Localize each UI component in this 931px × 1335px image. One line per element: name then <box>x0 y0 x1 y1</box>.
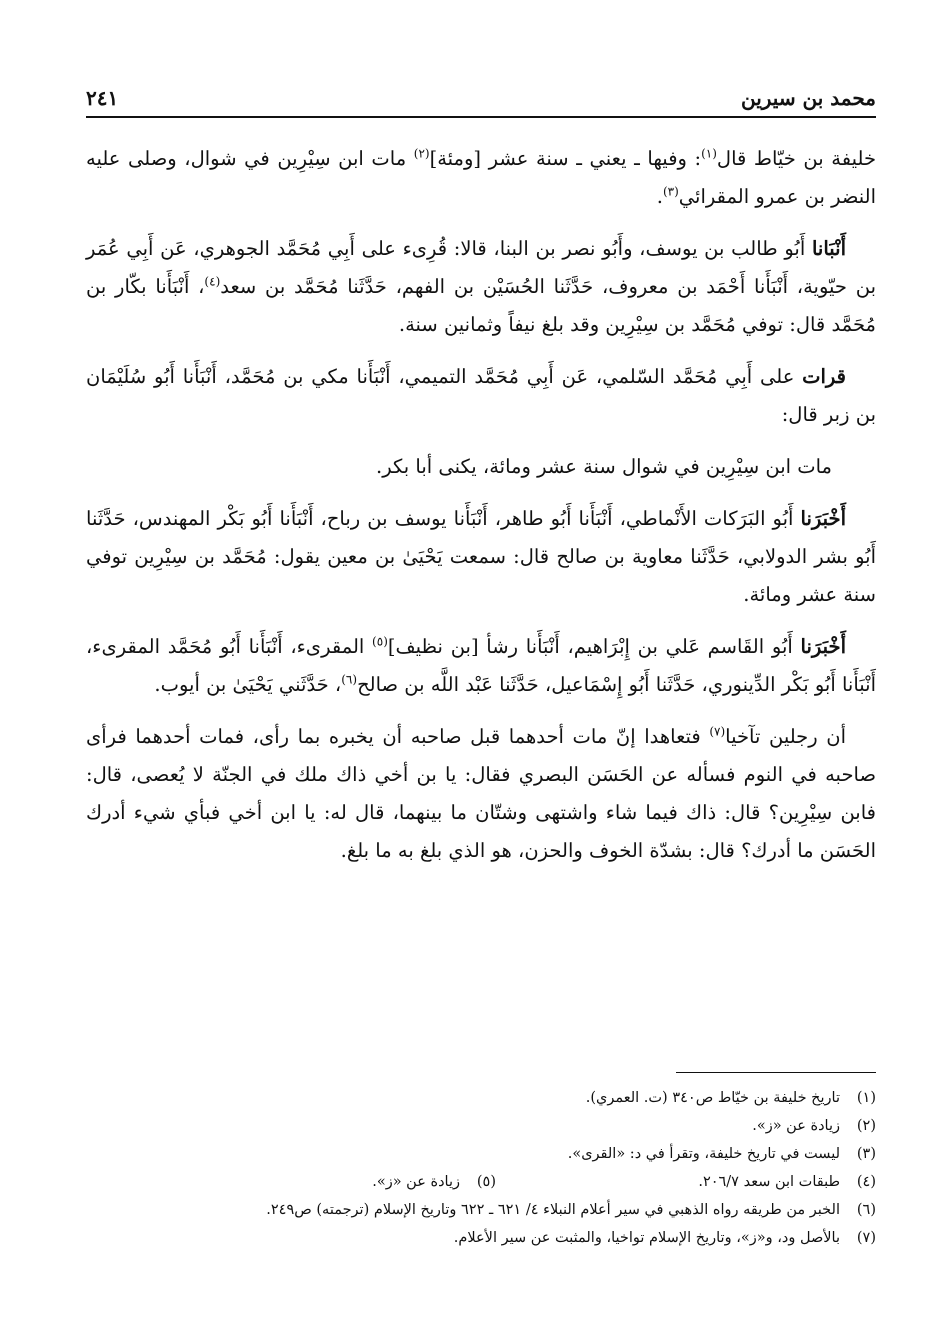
paragraph-5 <box>86 500 876 614</box>
lead-word: أَخْبَرَنا <box>800 507 846 530</box>
footnote-5 <box>372 1168 496 1196</box>
footnote-number: (٣) <box>856 1146 876 1162</box>
text-run: أَبُو القَاسم عَلي بن إِبْرَاهيم، أَنْبَأَنا رشأ [بن نظيف] <box>387 635 801 658</box>
footnote-ref-2: (٢) <box>413 146 430 161</box>
paragraph-2 <box>86 230 876 344</box>
footnote-separator <box>676 1072 876 1073</box>
text-run: أن رجلين تآخيا <box>725 725 846 748</box>
paragraph-3 <box>86 358 876 434</box>
footnote-3 <box>86 1140 876 1168</box>
text-run: أَبُو طالب بن يوسف، وأَبُو نصر بن البنا، قالا: قُرِىء على أَبِي مُحَمَّد الجوهري، عَن أَبِي عُمَر بن حيّوية، أَنْبَأَنا أَحْمَد بن معروف، حَدَّثَنا الحُسَيْن بن الفهم، حَدَّثَنا مُحَمَّد بن سعد <box>86 237 876 298</box>
footnote-7 <box>86 1224 876 1252</box>
page-header <box>86 76 876 118</box>
footnote-text: تاريخ خليفة بن خيّاط ص٣٤٠ (ت. العمري). <box>585 1090 840 1106</box>
paragraph-1 <box>86 140 876 216</box>
text-run: مات ابن سِيْرِين في شوال، وصلى عليه النضر بن عمرو المقرائي <box>86 147 876 208</box>
footnote-1 <box>86 1084 876 1112</box>
text-run: على أَبِي مُحَمَّد السّلمي، عَن أَبِي مُحَمَّد التميمي، أَنْبَأَنا مكي بن مُحَمَّد، أَنْبَأَنا أَبُو سُلَيْمَان بن زبر قال: <box>86 365 876 426</box>
footnote-text: الخبر من طريقه رواه الذهبي في سير أعلام النبلاء ٤/ ٦٢١ ـ ٦٢٢ وتاريخ الإسلام (ترجمته) ص٢٤٩. <box>266 1202 840 1218</box>
footnote-number: (٧) <box>856 1230 876 1246</box>
lead-word: قرات <box>802 365 846 388</box>
text-run: خليفة بن خيّاط قال <box>716 147 877 170</box>
text-run: ، حَدَّثَني يَحْيَىٰ بن أيوب. <box>154 673 342 696</box>
footnote-number: (٤) <box>856 1174 876 1190</box>
text-run: : وفيها ـ يعني ـ سنة عشر [ومئة] <box>429 147 702 170</box>
footnotes <box>86 1084 876 1252</box>
text-run: فتعاهدا إنّ مات أحدهما قبل صاحبه أن يخبره بما رأى، فمات أحدهما فرأى صاحبه في النوم فسأله عن الحَسَن البصري فقال: يا بن أخي ذاك ملك في الجنّة لا يُعصى، قال: فابن سِيْرِين؟ قال: ذاك فيما شاء واشتهى وشتّان ما بينهما، قال له: يا ابن أخي فبأي شيء أدرك الحَسَن ما أدرك؟ قال: بشدّة الخوف والحزن، هو الذي بلغ به ما بلغ. <box>86 725 876 862</box>
footnote-ref-6: (٦) <box>341 672 358 687</box>
footnote-text: زيادة عن «ز». <box>752 1118 840 1134</box>
footnote-number: (٢) <box>856 1118 876 1134</box>
footnote-ref-4: (٤) <box>204 274 221 289</box>
footnote-ref-3: (٣) <box>662 184 679 199</box>
paragraph-6 <box>86 628 876 704</box>
lead-word: أَنْبَانا <box>811 237 846 260</box>
footnote-2 <box>86 1112 876 1140</box>
book-page <box>86 0 876 1335</box>
text-run: أَبُو البَرَكات الأَنْماطي، أَنْبَأَنا أَبُو طاهر، أَنْبَأَنا يوسف بن رباح، أَنْبَأَنا أَبُو بَكْر المهندس، حَدَّثَنا أَبُو بشر الدولابي، حَدَّثَنا معاوية بن صالح قال: سمعت يَحْيَىٰ بن معين يقول: مُحَمَّد بن سِيْرِين توفي سنة عشر ومائة. <box>86 507 876 606</box>
lead-word: أَخْبَرَنا <box>800 635 846 658</box>
footnote-number: (١) <box>856 1090 876 1106</box>
footnote-number: (٦) <box>856 1202 876 1218</box>
footnote-ref-7: (٧) <box>709 724 726 739</box>
footnote-ref-5: (٥) <box>372 634 388 649</box>
footnote-row <box>86 1168 876 1196</box>
footnote-text: طبقات ابن سعد ٢٠٦/٧. <box>698 1174 840 1190</box>
running-title: محمد بن سيرين <box>740 86 876 110</box>
paragraph-7 <box>86 718 876 870</box>
footnote-ref-1: (١) <box>701 146 717 161</box>
footnote-4 <box>496 1168 876 1196</box>
footnote-text: زيادة عن «ز». <box>372 1174 460 1190</box>
text-run: ، أَنْبَأَنا بكّار بن مُحَمَّد قال: توفي مُحَمَّد بن سِيْرِين وقد بلغ نيفاً وثمانين سنة. <box>86 275 876 336</box>
footnote-6 <box>86 1196 876 1224</box>
text-run: . <box>656 185 663 208</box>
page-body <box>86 140 876 884</box>
footnote-number: (٥) <box>476 1174 496 1190</box>
text-run: المقرىء، أَنْبَأَنا أَبُو مُحَمَّد المقرىء، أَنْبَأَنا أَبُو بَكْر الدِّينوري، حَدَّثَنا أَبُو إِسْمَاعيل، حَدَّثَنا عَبْد اللَّه بن صالح <box>86 635 876 696</box>
page-number: ٢٤١ <box>86 86 119 110</box>
footnote-text: بالأصل ود، و«ز»، وتاريخ الإسلام تواخيا، والمثبت عن سير الأعلام. <box>453 1230 840 1246</box>
footnote-text: ليست في تاريخ خليفة، وتقرأ في د: «القرى». <box>567 1146 840 1162</box>
paragraph-4: مات ابن سِيْرِين في شوال سنة عشر ومائة، يكنى أبا بكر. <box>376 455 832 478</box>
